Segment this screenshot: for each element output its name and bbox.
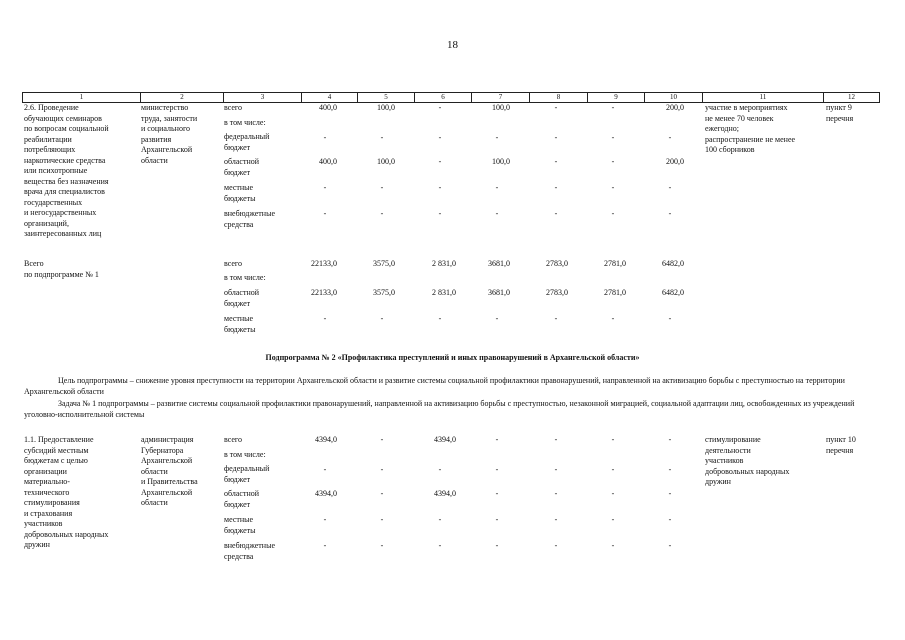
row2-label-incl: в том числе: xyxy=(224,273,266,282)
row2-label-loc: местные бюджеты xyxy=(224,314,256,334)
value-cell: - xyxy=(495,183,499,192)
value-cell: - xyxy=(668,465,672,474)
value-cell: 4394,0 xyxy=(434,489,456,498)
value-cell: 2783,0 xyxy=(546,288,568,297)
value-cell: 3575,0 xyxy=(373,288,395,297)
row3-label-fed: федеральный бюджет xyxy=(224,464,270,484)
value-cell: - xyxy=(495,209,499,218)
value-cell: - xyxy=(554,183,558,192)
row1-label-reg: областной бюджет xyxy=(224,157,260,177)
value-cell: - xyxy=(554,489,558,498)
row3-reference: пункт 10 перечня xyxy=(826,435,856,455)
value-cell: - xyxy=(668,541,672,550)
value-cell: 4394,0 xyxy=(315,489,337,498)
value-cell: 2781,0 xyxy=(604,288,626,297)
row3-label-incl: в том числе: xyxy=(224,450,266,459)
row1-result: участие в мероприятиях не менее 70 человек ежегодно; распространение не менее 100 сборников xyxy=(705,103,796,154)
value-cell: 3575,0 xyxy=(373,259,395,268)
value-cell: 3681,0 xyxy=(488,259,510,268)
value-cell: - xyxy=(438,314,442,323)
value-cell: - xyxy=(554,209,558,218)
value-cell: - xyxy=(380,209,384,218)
value-cell: 200,0 xyxy=(666,103,684,112)
value-cell: - xyxy=(323,515,327,524)
header-col-5: 5 xyxy=(358,93,415,102)
value-cell: - xyxy=(611,209,615,218)
value-cell: - xyxy=(323,133,327,142)
value-cell: - xyxy=(380,465,384,474)
header-col-4: 4 xyxy=(302,93,358,102)
row1-activity: 2.6. Проведение обучающих семинаров по вопросам социальной реабилитации потребляющих наркотические средства или психотропные вещества без назначения врача для специалистов государственных и негосударственных организаций, заинтересованных лиц xyxy=(24,103,109,238)
header-col-10: 10 xyxy=(645,93,703,102)
value-cell: - xyxy=(668,515,672,524)
header-col-12: 12 xyxy=(848,93,855,101)
value-cell: 100,0 xyxy=(492,157,510,166)
row3-result: стимулирование деятельности участников добровольных народных дружин xyxy=(705,435,790,486)
value-cell: 2 831,0 xyxy=(432,259,456,268)
value-cell: - xyxy=(323,541,327,550)
value-cell: 6482,0 xyxy=(662,288,684,297)
page-number: 18 xyxy=(447,39,458,51)
value-cell: - xyxy=(554,435,558,444)
value-cell: - xyxy=(380,435,384,444)
header-col-3: 3 xyxy=(224,93,302,102)
value-cell: - xyxy=(323,183,327,192)
value-cell: 2783,0 xyxy=(546,259,568,268)
value-cell: - xyxy=(668,314,672,323)
value-cell: - xyxy=(380,541,384,550)
value-cell: - xyxy=(554,133,558,142)
value-cell: - xyxy=(668,435,672,444)
value-cell: 3681,0 xyxy=(488,288,510,297)
value-cell: - xyxy=(323,465,327,474)
value-cell: - xyxy=(611,157,615,166)
value-cell: 400,0 xyxy=(319,103,337,112)
value-cell: 100,0 xyxy=(377,157,395,166)
value-cell: - xyxy=(554,515,558,524)
value-cell: - xyxy=(495,133,499,142)
row2-total-label: Всего по подпрограмме № 1 xyxy=(24,259,99,279)
header-col-9: 9 xyxy=(588,93,645,102)
row3-activity: 1.1. Предоставление субсидий местным бюджетам с целью организации материально- технического стимулирования и страхования участников добровольных народных дружин xyxy=(24,435,109,549)
subprogram-title: Подпрограмма № 2 «Профилактика преступлений и иных правонарушений в Архангельской области» xyxy=(265,353,640,362)
row1-reference: пункт 9 перечня xyxy=(826,103,854,123)
value-cell: - xyxy=(668,489,672,498)
value-cell: 22133,0 xyxy=(311,259,337,268)
value-cell: - xyxy=(380,314,384,323)
value-cell: - xyxy=(495,515,499,524)
value-cell: - xyxy=(554,157,558,166)
value-cell: - xyxy=(438,103,442,112)
table-header xyxy=(22,92,880,103)
header-col-8: 8 xyxy=(530,93,588,102)
row3-label-reg: областной бюджет xyxy=(224,489,260,509)
value-cell: - xyxy=(380,133,384,142)
row1-executor: министерство труда, занятости и социального развития Архангельской области xyxy=(141,103,198,165)
row1-label-ext: внебюджетные средства xyxy=(224,209,275,229)
value-cell: - xyxy=(611,541,615,550)
value-cell: 100,0 xyxy=(377,103,395,112)
value-cell: 4394,0 xyxy=(434,435,456,444)
value-cell: - xyxy=(380,489,384,498)
value-cell: - xyxy=(611,435,615,444)
value-cell: - xyxy=(438,541,442,550)
subprogram-goal: Цель подпрограммы – снижение уровня преступности на территории Архангельской области и развитие системы социальной профилактики правонарушений, направленной на активизацию борьбы с преступностью на территории Архангельской области xyxy=(24,376,845,396)
value-cell: - xyxy=(554,314,558,323)
row3-label-ext: внебюджетные средства xyxy=(224,541,275,561)
row3-label-total: всего xyxy=(224,435,243,444)
header-col-1: 1 xyxy=(23,93,141,102)
value-cell: 2781,0 xyxy=(604,259,626,268)
value-cell: - xyxy=(495,435,499,444)
value-cell: - xyxy=(495,314,499,323)
row2-label-reg: областной бюджет xyxy=(224,288,260,308)
value-cell: - xyxy=(495,465,499,474)
value-cell: 6482,0 xyxy=(662,259,684,268)
subprogram-task: Задача № 1 подпрограммы – развитие системы социальной профилактики правонарушений, направленной на активизацию борьбы с преступностью, незаконной миграцией, социальной адаптации лиц, освобожденных из учреждений уголовно-исполнительной системы xyxy=(24,399,855,419)
value-cell: - xyxy=(438,183,442,192)
value-cell: - xyxy=(554,103,558,112)
row1-label-loc: местные бюджеты xyxy=(224,183,256,203)
value-cell: - xyxy=(554,465,558,474)
value-cell: - xyxy=(380,183,384,192)
value-cell: - xyxy=(438,209,442,218)
value-cell: - xyxy=(323,209,327,218)
value-cell: - xyxy=(668,209,672,218)
value-cell: - xyxy=(554,541,558,550)
value-cell: 22133,0 xyxy=(311,288,337,297)
row3-label-loc: местные бюджеты xyxy=(224,515,256,535)
value-cell: - xyxy=(495,541,499,550)
header-col-6: 6 xyxy=(415,93,472,102)
value-cell: - xyxy=(611,489,615,498)
header-col-2: 2 xyxy=(141,93,224,102)
value-cell: - xyxy=(611,465,615,474)
value-cell: - xyxy=(668,183,672,192)
value-cell: 2 831,0 xyxy=(432,288,456,297)
value-cell: - xyxy=(438,133,442,142)
value-cell: 200,0 xyxy=(666,157,684,166)
value-cell: - xyxy=(438,157,442,166)
value-cell: 4394,0 xyxy=(315,435,337,444)
value-cell: - xyxy=(380,515,384,524)
row2-label-total: всего xyxy=(224,259,243,268)
row1-label-total: всего xyxy=(224,103,243,112)
value-cell: 400,0 xyxy=(319,157,337,166)
value-cell: - xyxy=(668,133,672,142)
row3-executor: администрация Губернатора Архангельской области и Правительства Архангельской области xyxy=(141,435,198,507)
value-cell: - xyxy=(611,133,615,142)
value-cell: - xyxy=(323,314,327,323)
value-cell: - xyxy=(495,489,499,498)
value-cell: 100,0 xyxy=(492,103,510,112)
header-col-11: 11 xyxy=(703,93,824,102)
value-cell: - xyxy=(611,103,615,112)
value-cell: - xyxy=(611,515,615,524)
value-cell: - xyxy=(438,515,442,524)
value-cell: - xyxy=(611,314,615,323)
value-cell: - xyxy=(438,465,442,474)
header-col-7: 7 xyxy=(472,93,530,102)
row1-label-incl: в том числе: xyxy=(224,118,266,127)
value-cell: - xyxy=(611,183,615,192)
row1-label-fed: федеральный бюджет xyxy=(224,132,270,152)
